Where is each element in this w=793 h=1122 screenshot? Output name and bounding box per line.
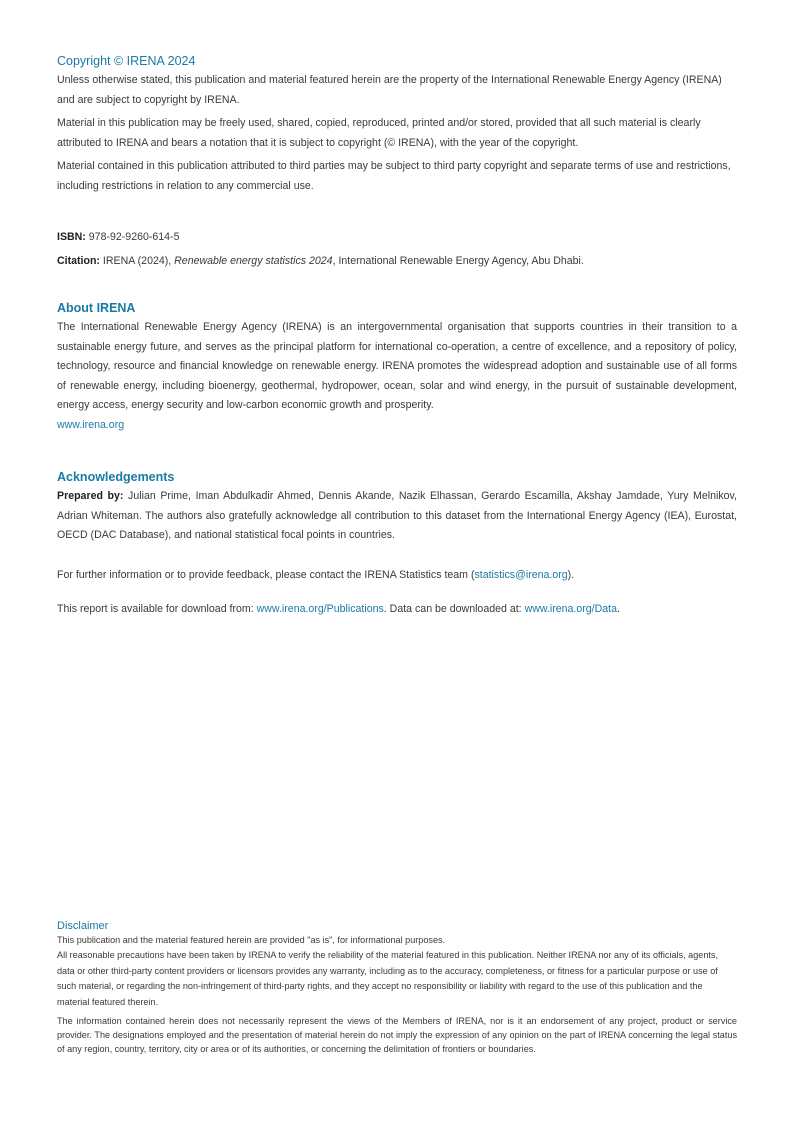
disclaimer-heading: Disclaimer bbox=[57, 920, 109, 932]
citation-text: IRENA (2024), bbox=[99, 254, 175, 267]
acknowledgements-body bbox=[57, 487, 737, 546]
copyright-paragraph-3: Material contained in this publication attributed to third parties may be subject to third party copyright and separate terms of use and restrictions, including restrictions in relation to any commercial use. bbox=[57, 160, 731, 192]
download-section bbox=[57, 600, 737, 620]
isbn-label: ISBN: bbox=[57, 231, 86, 243]
copyright-paragraph-1: Unless otherwise stated, this publication and material featured herein are the property of the International Renewable Energy Agency (IRENA) and are subject to copyright by IRENA. bbox=[57, 74, 722, 106]
about-section bbox=[57, 301, 737, 435]
citation-label: Citation: bbox=[57, 254, 100, 267]
disclaimer-paragraph-3: The information contained herein does not necessarily represent the views of the Members of IRENA, nor is it an endorsement of any project, product or service provider. The designations employed and the presentation of material herein do not imply the expression of any opinion on the part of IRENA concerning the legal status of any region, country, territory, city or area or of its authorities, or concerning the delimitation of frontiers or boundaries. bbox=[57, 1016, 737, 1055]
data-link[interactable]: www.irena.org/Data bbox=[524, 603, 618, 615]
authors-text: Julian Prime, Iman Abdulkadir Ahmed, Dennis Akande, Nazik Elhassan, Gerardo Escamilla, Akshay Jamdade, Yury Melnikov, Adrian Whiteman. The authors also gratefully acknowledge all contribution to this dataset from the International Energy Agency (IEA), Eurostat, OECD (DAC Database), and national statistical focal points in countries. bbox=[57, 490, 737, 541]
publications-link[interactable]: www.irena.org/Publications bbox=[256, 603, 384, 615]
feedback-section bbox=[57, 566, 737, 586]
copyright-heading: Copyright © IRENA 2024 bbox=[57, 54, 196, 68]
statistics-email-link[interactable]: statistics@irena.org bbox=[474, 569, 568, 581]
feedback-text: For further information or to provide feedback, please contact the IRENA Statistics team ( bbox=[57, 569, 475, 581]
citation-title: Renewable energy statistics 2024 bbox=[174, 254, 333, 267]
disclaimer-section bbox=[57, 920, 737, 1057]
acknowledgements-section bbox=[57, 470, 737, 546]
copyright-paragraph-2: Material in this publication may be freely used, shared, copied, reproduced, printed and/or stored, provided that all such material is clearly attributed to IRENA and bears a notation that it is subject to copyright (© IRENA), with the year of the copyright. bbox=[57, 117, 701, 149]
disclaimer-paragraph-2: All reasonable precautions have been taken by IRENA to verify the reliability of the material featured in this publication. Neither IRENA nor any of its officials, agents, data or other third-party content providers or licensors provides any warranty, including as to the accuracy, completeness, or fitness for a particular purpose or use of such material, or regarding the non-infringement of third-party rights, and they accept no responsibility or liability with regard to the use of this publication and the material featured therein. bbox=[57, 950, 719, 1007]
disclaimer-paragraph-1: This publication and the material featured herein are provided "as is", for informational purposes. bbox=[57, 935, 446, 945]
acknowledgements-heading: Acknowledgements bbox=[57, 470, 175, 484]
isbn-citation-section bbox=[57, 228, 737, 271]
about-heading: About IRENA bbox=[57, 301, 136, 315]
citation-text-end: , International Renewable Energy Agency, Abu Dhabi. bbox=[332, 254, 584, 267]
prepared-by-label: Prepared by: bbox=[57, 490, 124, 502]
download-line bbox=[57, 600, 737, 620]
copyright-section bbox=[57, 54, 737, 196]
isbn-line bbox=[57, 228, 737, 248]
feedback-line bbox=[57, 566, 737, 586]
isbn-value: 978-92-9260-614-5 bbox=[85, 231, 180, 243]
citation-line bbox=[57, 252, 737, 272]
feedback-text-end: ). bbox=[567, 569, 575, 581]
download-text-end: . bbox=[617, 603, 620, 615]
download-text-mid: . Data can be downloaded at: bbox=[383, 603, 525, 615]
irena-website-link[interactable]: www.irena.org bbox=[57, 418, 125, 431]
about-body: The International Renewable Energy Agency (IRENA) is an intergovernmental organisation that supports countries in their transition to a sustainable energy future, and serves as the principal platform for international co-operation, a centre of excellence, and a repository of policy, technology, resource and financial knowledge on renewable energy. IRENA promotes the widespread adoption and sustainable use of all forms of renewable energy, including bioenergy, geothermal, hydropower, ocean, solar and wind energy, in the pursuit of sustainable development, energy access, energy security and low-carbon economic growth and prosperity. bbox=[57, 321, 737, 411]
download-text: This report is available for download from: bbox=[57, 603, 257, 615]
